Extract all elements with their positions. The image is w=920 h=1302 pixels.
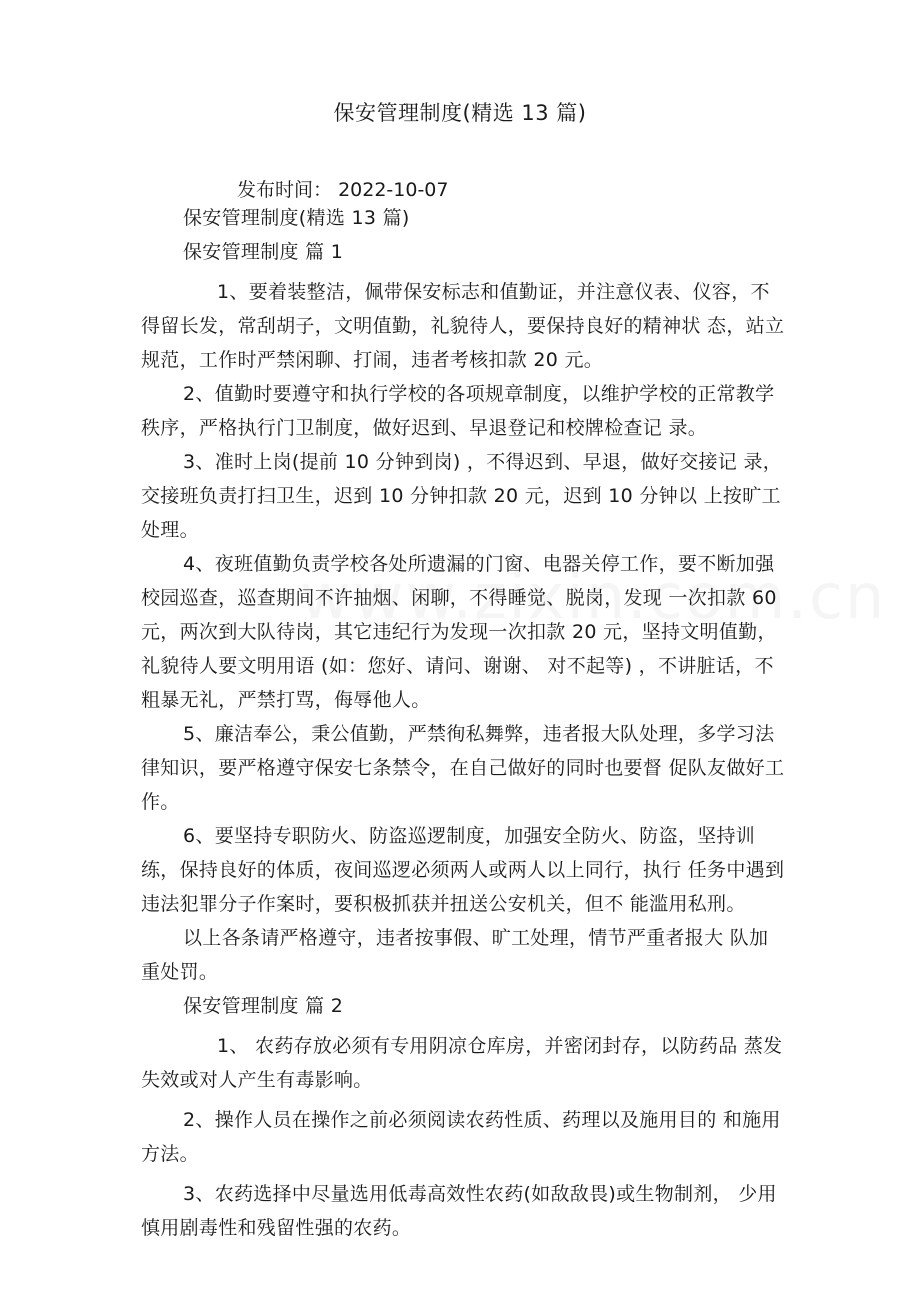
section-paragraph: 1、 农药存放必须有专用阴凉仓库房，并密闭封存，以防药品 蒸发失效或对人产生有毒影响。 [141,1035,783,1091]
section-paragraph: 4、夜班值勤负责学校各处所遗漏的门窗、电器关停工作，要不断加强校园巡查，巡查期间不许抽烟、闲聊，不得睡觉、脱岗，发现 一次扣款 60 元，两次到大队待岗，其它违纪行为发现一次扣款 20 元，坚持文明值勤，礼貌待人要文明用语 (如：您好、请问、谢谢、 对不起等) ，不讲脏话，不粗暴无礼，严禁打骂，侮辱他人。 [141,553,777,711]
publish-label: 发布时间： [237,179,333,201]
document-body [141,201,786,1245]
publish-date-line [237,176,448,204]
section-paragraph: 3、农药选择中尽量选用低毒高效性农药(如敌敌畏)或生物制剂， 少用慎用剧毒性和残留性强的农药。 [141,1183,777,1239]
document-title: 保安管理制度(精选 13 篇) [333,101,587,125]
section-heading: 保安管理制度 篇 2 [183,995,344,1017]
section-paragraph: 以上各条请严格遵守，违者按事假、旷工处理，情节严重者报大 队加重处罚。 [141,927,769,983]
section-paragraph: 5、廉洁奉公，秉公值勤，严禁徇私舞弊，违者报大队处理，多学习法律知识，要严格遵守保安七条禁令，在自己做好的同时也要督 促队友做好工作。 [141,723,785,813]
section-paragraph: 6、要坚持专职防火、防盗巡逻制度，加强安全防火、防盗，坚持训练，保持良好的体质，夜间巡逻必须两人或两人以上同行，执行 任务中遇到违法犯罪分子作案时，要积极抓获并扭送公安机关，但不 能滥用私刑。 [141,825,785,915]
publish-date: 2022-10-07 [338,179,449,201]
section-paragraph: 2、操作人员在操作之前必须阅读农药性质、药理以及施用目的 和施用方法。 [141,1109,781,1165]
section-paragraph: 3、准时上岗(提前 10 分钟到岗) ，不得迟到、早退，做好交接记 录，交接班负责打扫卫生，迟到 10 分钟扣款 20 元，迟到 10 分钟以 上按旷工处理。 [141,451,783,541]
section-heading: 保安管理制度 篇 1 [183,241,344,263]
section-paragraph: 2、值勤时要遵守和执行学校的各项规章制度，以维护学校的正常教学秩序，严格执行门卫制度，做好迟到、早退登记和校牌检查记 录。 [141,383,775,439]
section-paragraph: 1、要着装整洁，佩带保安标志和值勤证，并注意仪表、仪容，不得留长发，常刮胡子，文明值勤，礼貌待人，要保持良好的精神状 态，站立规范，工作时严禁闲聊、打闹，违者考核扣款 20 元。 [141,281,785,371]
document-subtitle: 保安管理制度(精选 13 篇) [183,207,410,229]
